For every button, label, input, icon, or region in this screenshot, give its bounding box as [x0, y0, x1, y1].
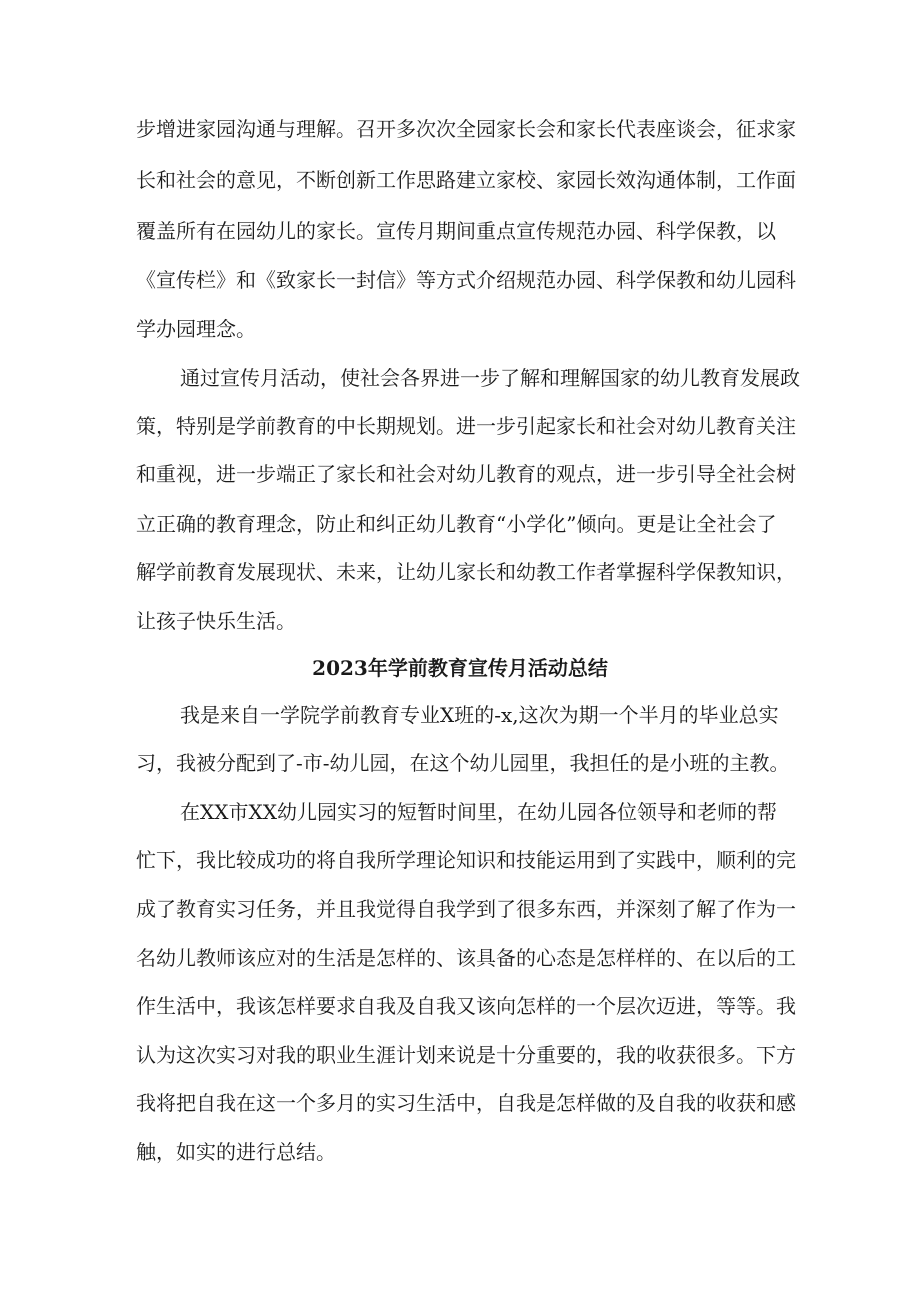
paragraph-4-line-1: 在XX市XX幼儿园实习的短暂时间里，在幼儿园各位领导和老师的帮 — [180, 800, 777, 824]
section-title: 2023年学前教育宣传月活动总结 — [312, 656, 608, 680]
paragraph-3-line-2: 习，我被分配到了-市-幼儿园，在这个幼儿园里，我担任的是小班的主教。 — [136, 751, 790, 775]
paragraph-2-line-6: 让孩子快乐生活。 — [136, 609, 296, 633]
paragraph-4-line-6: 认为这次实习对我的职业生涯计划来说是十分重要的，我的收获很多。下方 — [136, 1043, 796, 1067]
paragraph-2-line-3: 和重视，进一步端正了家长和社会对幼儿教育的观点，进一步引导全社会树 — [136, 462, 796, 486]
paragraph-4-line-2: 忙下，我比较成功的将自我所学理论知识和技能运用到了实践中，顺利的完 — [136, 848, 796, 872]
paragraph-2-line-2: 策，特别是学前教育的中长期规划。进一步引起家长和社会对幼儿教育关注 — [136, 414, 796, 438]
paragraph-1-line-4: 《宣传栏》和《致家长一封信》等方式介绍规范办园、科学保教和幼儿园科 — [136, 268, 796, 292]
paragraph-1-line-3: 覆盖所有在园幼儿的家长。宣传月期间重点宣传规范办园、科学保教，以 — [136, 219, 776, 243]
paragraph-2-line-1: 通过宣传月活动，使社会各界进一步了解和理解国家的幼儿教育发展政 — [180, 366, 800, 390]
paragraph-2-line-4: 立正确的教育理念，防止和纠正幼儿教育“小学化”倾向。更是让全社会了 — [136, 512, 777, 536]
paragraph-1-line-2: 长和社会的意见，不断创新工作思路建立家校、家园长效沟通体制，工作面 — [136, 168, 796, 192]
paragraph-2-line-5: 解学前教育发展现状、未来，让幼儿家长和幼教工作者掌握科学保教知识， — [136, 560, 796, 584]
paragraph-4-line-3: 成了教育实习任务，并且我觉得自我学到了很多东西，并深刻了解了作为一 — [136, 897, 796, 921]
paragraph-4-line-8: 触，如实的进行总结。 — [136, 1140, 336, 1164]
paragraph-4-line-7: 我将把自我在这一个多月的实习生活中，自我是怎样做的及自我的收获和感 — [136, 1091, 796, 1115]
paragraph-4-line-5: 作生活中，我该怎样要求自我及自我又该向怎样的一个层次迈进，等等。我 — [136, 994, 796, 1018]
paragraph-3-line-1: 我是来自一学院学前教育专业X班的-x,这次为期一个半月的毕业总实 — [180, 703, 779, 727]
paragraph-1-line-1: 步增进家园沟通与理解。召开多次次全园家长会和家长代表座谈会，征求家 — [136, 117, 796, 141]
paragraph-1-line-5: 学办园理念。 — [136, 317, 256, 341]
paragraph-4-line-4: 名幼儿教师该应对的生活是怎样的、该具备的心态是怎样样的、在以后的工 — [136, 946, 796, 970]
